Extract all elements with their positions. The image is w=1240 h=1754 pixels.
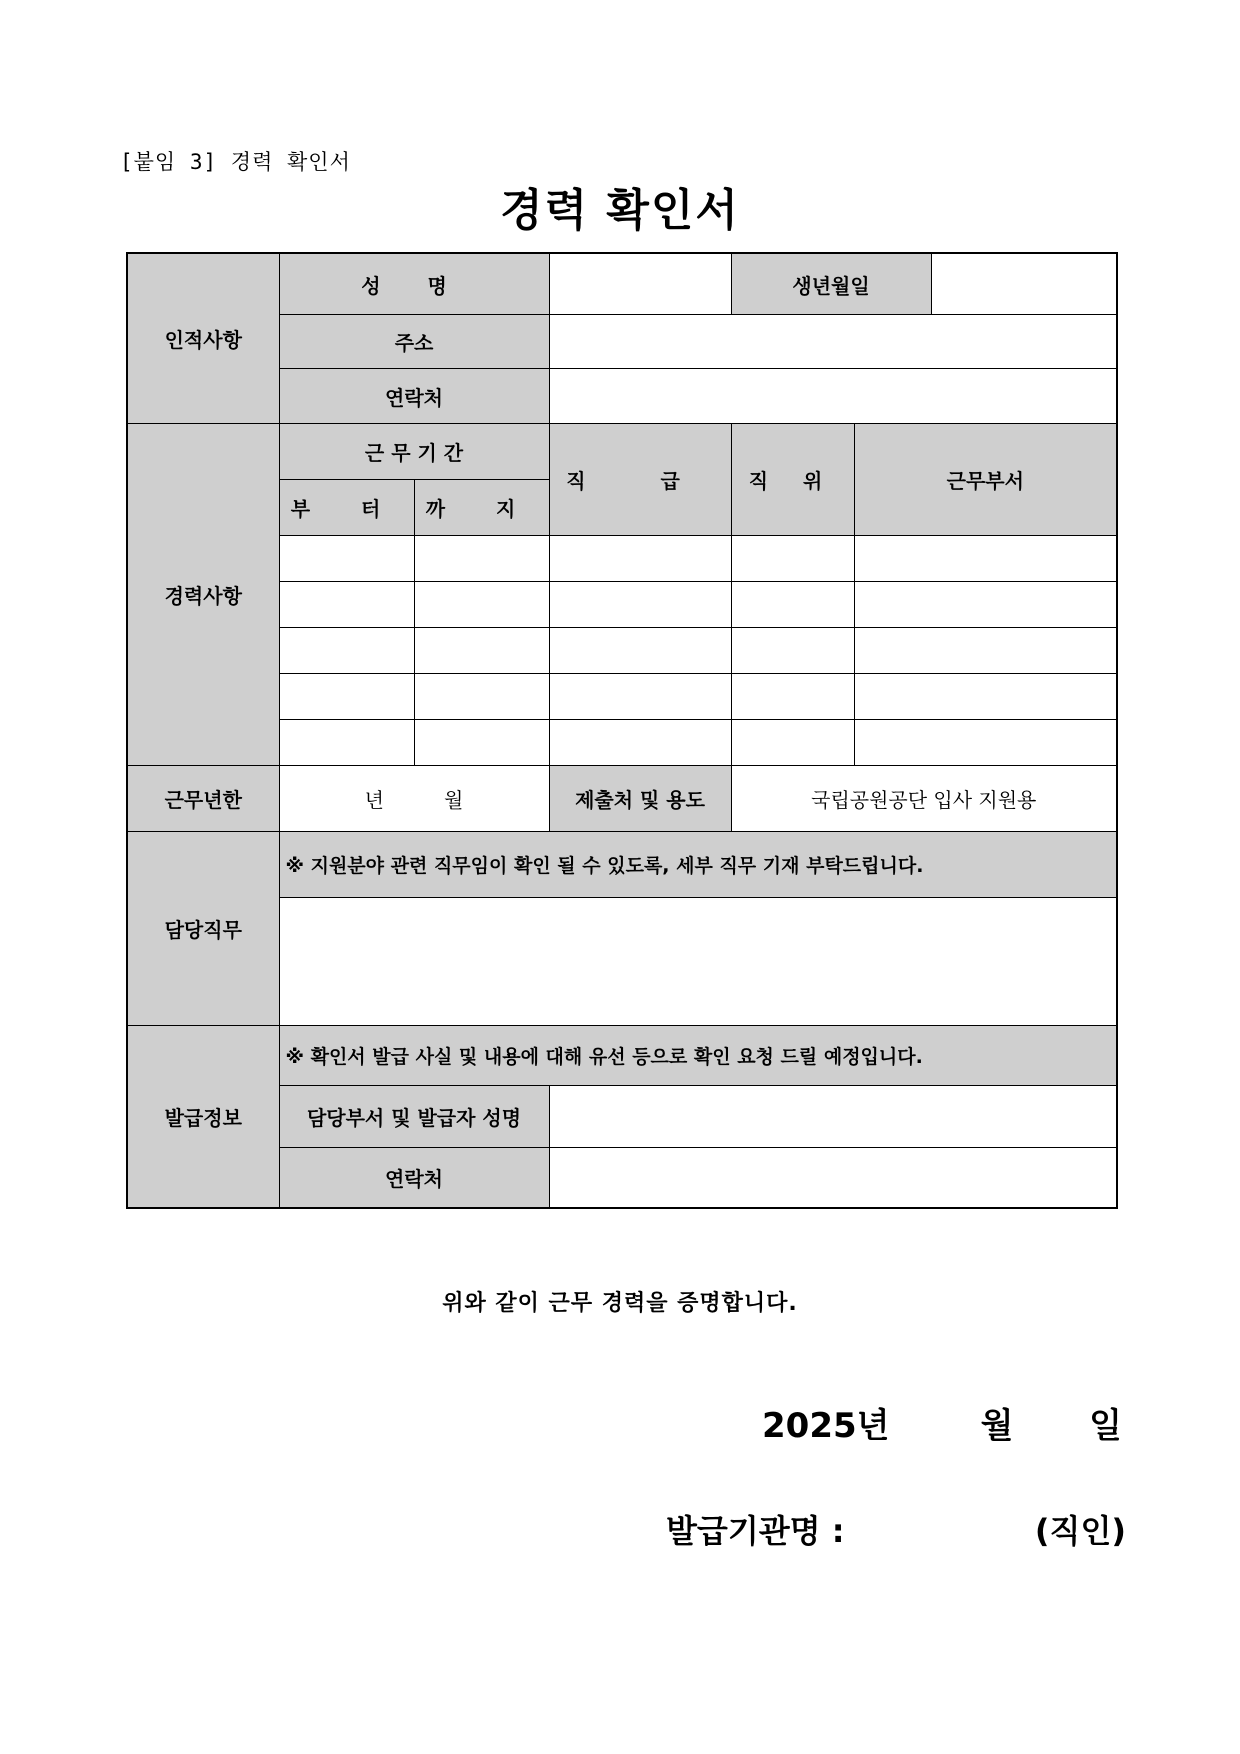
document-title: 경력 확인서: [500, 185, 740, 236]
department-cell[interactable]: [854, 536, 1117, 582]
birth-label: 생년월일: [732, 254, 932, 314]
career-form-table: [126, 252, 1118, 1209]
grade-cell[interactable]: [549, 582, 731, 628]
from-cell[interactable]: [279, 536, 414, 582]
service-years-field[interactable]: [279, 766, 549, 832]
career-section-label: 경력사항: [127, 424, 279, 766]
issuance-section-label: 발급정보: [127, 1026, 279, 1208]
birth-field[interactable]: [932, 254, 1117, 314]
department-cell[interactable]: [854, 674, 1117, 720]
to-label: 까 지: [414, 480, 549, 536]
department-cell[interactable]: [854, 582, 1117, 628]
attachment-label: [붙임 3] 경력 확인서: [120, 150, 351, 174]
contact-field[interactable]: [549, 369, 1117, 424]
grade-cell[interactable]: [549, 628, 731, 674]
date-day: 일: [1089, 1406, 1122, 1446]
grade-label: 직 급: [549, 424, 731, 536]
department-cell[interactable]: [854, 720, 1117, 766]
issuer-contact-field[interactable]: [549, 1148, 1117, 1208]
name-row: [127, 253, 1117, 315]
month-unit: 월: [444, 788, 464, 812]
issuer-field[interactable]: [549, 1086, 1117, 1148]
from-cell[interactable]: [279, 674, 414, 720]
issuer-label: 담당부서 및 발급자 성명: [279, 1086, 549, 1148]
service-row: [127, 766, 1117, 832]
name-field[interactable]: [549, 253, 731, 315]
year-unit: 년: [364, 788, 384, 812]
position-label: 직 위: [731, 424, 854, 536]
name-label: 성 명: [279, 253, 549, 315]
issuance-note: ※ 확인서 발급 사실 및 내용에 대해 유선 등으로 확인 요청 드릴 예정입니다.: [279, 1026, 1117, 1086]
address-field[interactable]: [549, 315, 1117, 369]
to-cell[interactable]: [414, 674, 549, 720]
purpose-label: 제출처 및 용도: [549, 766, 731, 832]
personal-section-label: 인적사항: [127, 253, 279, 424]
purpose-value: 국립공원공단 입사 지원용: [731, 766, 1117, 832]
duties-field[interactable]: [279, 898, 1117, 1026]
position-cell[interactable]: [731, 582, 854, 628]
grade-cell[interactable]: [549, 536, 731, 582]
date-month: 월: [980, 1406, 1014, 1446]
department-label: 근무부서: [854, 424, 1117, 536]
position-cell[interactable]: [731, 536, 854, 582]
position-cell[interactable]: [731, 628, 854, 674]
issuance-note-row: [127, 1026, 1117, 1086]
seal-label: (직인): [1034, 1512, 1126, 1550]
issuer-org-label: 발급기관명 :: [666, 1512, 845, 1550]
duties-section-label: 담당직무: [127, 832, 279, 1026]
date-year: 2025년: [762, 1406, 890, 1446]
department-cell[interactable]: [854, 628, 1117, 674]
from-cell[interactable]: [279, 720, 414, 766]
address-label: 주소: [279, 315, 549, 369]
duties-note-row: [127, 832, 1117, 898]
issuer-contact-label: 연락처: [279, 1148, 549, 1208]
contact-label: 연락처: [279, 369, 549, 424]
to-cell[interactable]: [414, 536, 549, 582]
to-cell[interactable]: [414, 628, 549, 674]
service-years-label: 근무년한: [127, 766, 279, 832]
duties-note: ※ 지원분야 관련 직무임이 확인 될 수 있도록, 세부 직무 기재 부탁드립니다.: [279, 832, 1117, 898]
position-cell[interactable]: [731, 720, 854, 766]
issuer-org-line: [666, 1506, 1126, 1552]
certification-statement: 위와 같이 근무 경력을 증명합니다.: [442, 1291, 798, 1316]
to-cell[interactable]: [414, 582, 549, 628]
from-cell[interactable]: [279, 628, 414, 674]
from-label: 부 터: [279, 480, 414, 536]
position-cell[interactable]: [731, 674, 854, 720]
work-period-label: 근 무 기 간: [279, 424, 549, 480]
from-cell[interactable]: [279, 582, 414, 628]
issue-date: [762, 1398, 1122, 1447]
career-header-row: [127, 424, 1117, 480]
to-cell[interactable]: [414, 720, 549, 766]
grade-cell[interactable]: [549, 720, 731, 766]
grade-cell[interactable]: [549, 674, 731, 720]
